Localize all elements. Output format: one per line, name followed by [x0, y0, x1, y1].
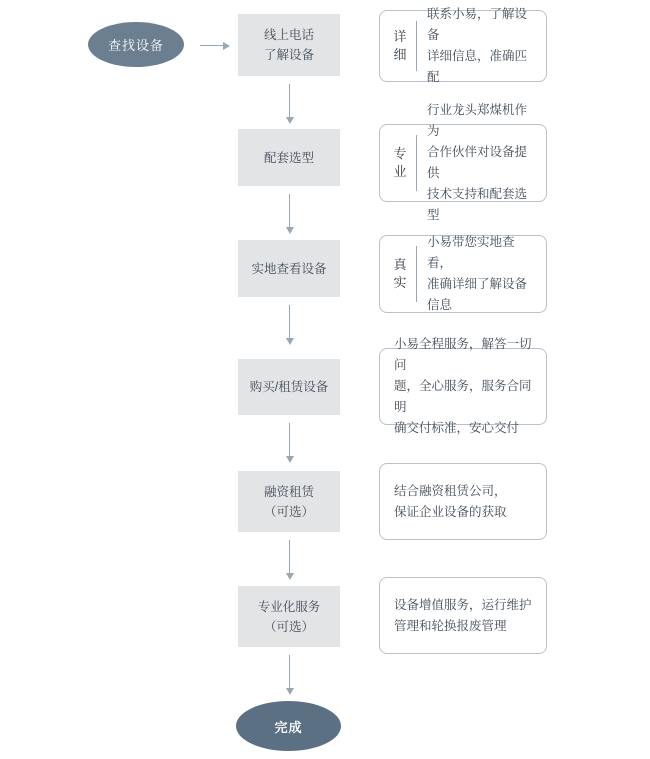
step-note-6-text — [392, 595, 534, 637]
step-note-2-tag — [392, 145, 408, 181]
step-note-4 — [379, 337, 547, 435]
step-note-4-text — [392, 334, 534, 439]
start-node — [88, 22, 184, 67]
step-note-3 — [379, 235, 547, 313]
step-note-4-text-line-2: 题，全心服务，服务合同明 — [394, 379, 532, 414]
step-box-1 — [238, 14, 340, 76]
step-box-4 — [238, 359, 340, 415]
end-node-label: 完成 — [274, 719, 303, 735]
step-note-2-text-line-3: 技术支持和配套选型 — [427, 187, 528, 222]
step-note-1-tag — [392, 28, 408, 64]
step-box-6-line-2: （可选） — [263, 619, 314, 634]
arrow-step5-to-step6 — [289, 540, 290, 574]
step-note-1-tag-char-2: 细 — [393, 47, 407, 62]
start-node-label: 查找设备 — [107, 38, 164, 53]
step-note-1 — [379, 7, 547, 84]
step-note-5-text-line-1: 结合融资租赁公司， — [394, 483, 507, 498]
step-note-3-text — [427, 232, 534, 316]
step-note-2-text-line-1: 行业龙头郑煤机作为 — [427, 103, 528, 138]
step-note-3-text-line-3: 信息 — [427, 298, 453, 312]
step-note-2-tag-char-2: 业 — [393, 164, 407, 179]
step-note-5-text-line-2: 保证企业设备的获取 — [394, 504, 507, 519]
step-box-5-line-2: （可选） — [263, 504, 314, 519]
step-note-3-text-line-1: 小易带您实地查看， — [427, 235, 515, 270]
step-note-2-text-line-2: 合作伙伴对设备提供 — [427, 145, 528, 180]
step-note-6-text-line-1: 设备增值服务，运行维护 — [394, 597, 532, 612]
step-note-6-text-line-2: 管理和轮换报废管理 — [394, 618, 507, 633]
step-note-1-tag-char-1: 详 — [393, 29, 407, 44]
step-note-4-text-line-3: 确交付标准，安心交付 — [394, 421, 520, 435]
step-note-3-tag — [392, 256, 408, 292]
step-box-1-line-1: 线上电话 — [263, 28, 314, 42]
arrow-start-to-step1 — [200, 45, 224, 46]
step-note-2-divider — [416, 135, 417, 191]
arrow-step2-to-step3 — [289, 194, 290, 228]
step-note-3-divider — [416, 246, 417, 302]
arrow-step6-to-end — [289, 655, 290, 689]
step-note-2-tag-char-1: 专 — [393, 146, 407, 161]
arrow-step1-to-step2 — [289, 84, 290, 118]
step-box-2 — [238, 129, 340, 186]
step-note-5-text — [392, 481, 534, 523]
step-box-3-line-1: 实地查看设备 — [251, 261, 327, 276]
step-note-1-text-line-1: 联系小易，了解设备 — [427, 7, 528, 42]
step-box-2-line-1: 配套选型 — [263, 150, 314, 165]
arrow-step4-to-step5 — [289, 423, 290, 457]
step-box-4-line-1: 购买/租赁设备 — [249, 380, 329, 394]
step-note-5 — [379, 463, 547, 540]
step-note-1-text-line-2: 详细信息，准确匹配 — [427, 49, 528, 84]
step-note-3-tag-char-2: 实 — [393, 275, 407, 290]
step-note-2 — [379, 103, 547, 222]
step-note-6 — [379, 577, 547, 654]
step-note-1-divider — [416, 21, 417, 71]
arrow-step3-to-step4 — [289, 305, 290, 339]
step-note-4-text-line-1: 小易全程服务，解答一切问 — [394, 337, 532, 372]
step-note-1-text — [427, 4, 534, 88]
step-note-3-text-line-2: 准确详细了解设备 — [427, 277, 528, 291]
step-box-5-line-1: 融资租赁 — [263, 484, 314, 499]
step-note-3-tag-char-1: 真 — [393, 257, 407, 272]
step-box-5 — [238, 471, 340, 532]
step-box-6-line-1: 专业化服务 — [257, 599, 321, 614]
step-note-2-text — [427, 100, 534, 226]
step-box-1-line-2: 了解设备 — [263, 48, 314, 62]
step-box-3 — [238, 240, 340, 297]
end-node — [236, 701, 341, 751]
step-box-6 — [238, 586, 340, 647]
